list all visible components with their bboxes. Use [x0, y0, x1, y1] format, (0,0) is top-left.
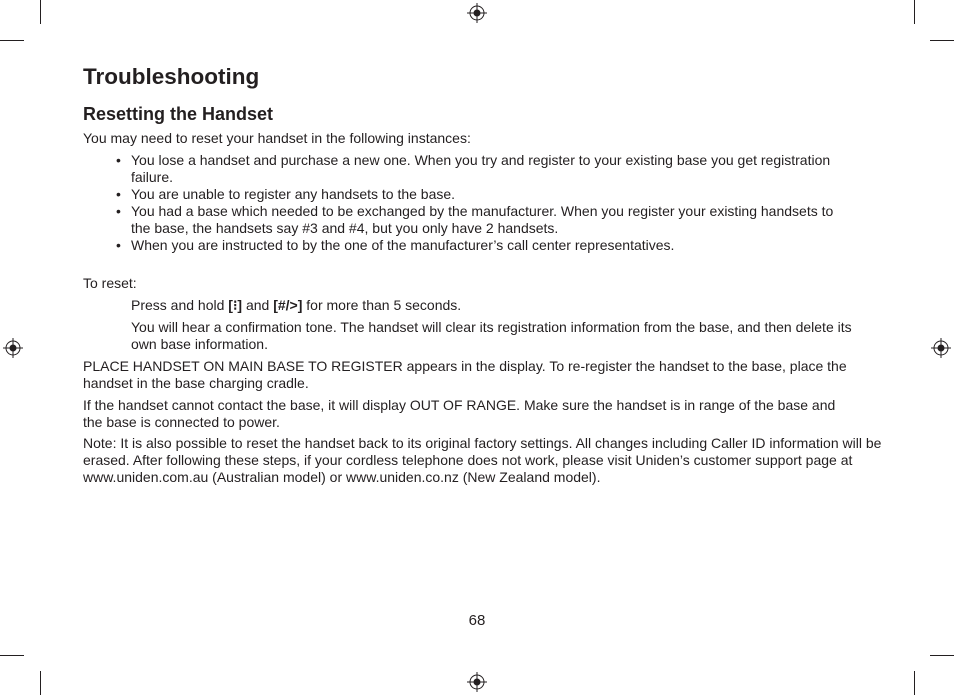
crop-mark	[40, 0, 41, 24]
page-title: Troubleshooting	[83, 64, 260, 89]
registration-mark-icon	[3, 338, 23, 358]
section-title: Resetting the Handset	[83, 104, 274, 124]
registration-mark-icon	[467, 3, 487, 23]
list-item: • When you are instructed to by the one of the manufacturer’s call center representatives.	[114, 237, 834, 254]
registration-mark-icon	[467, 672, 487, 692]
step-text: Press and hold	[131, 297, 229, 313]
crop-mark	[0, 655, 24, 656]
page-number: 68	[468, 612, 486, 629]
note-paragraph: Note: It is also possible to reset the handset back to its original factory settings. All changes including Caller ID information will be erased. After following these steps, if your cordless telephone does not work, please visit Uniden’s customer support page at www.uniden.com.au (Australian model) or www.uniden.co.nz (New Zealand model).	[83, 435, 882, 485]
step-text: and	[242, 297, 274, 313]
intro-text: You may need to reset your handset in the following instances:	[83, 130, 471, 146]
reset-label: To reset:	[83, 275, 137, 291]
pound-key-label: [#/>]	[273, 297, 303, 313]
crop-mark	[930, 655, 954, 656]
registration-mark-icon	[931, 338, 951, 358]
reset-step-2: You will hear a confirmation tone. The handset will clear its registration information from the base, and then delete its own base information.	[131, 319, 852, 352]
crop-mark	[40, 671, 41, 695]
crop-mark	[914, 0, 915, 24]
flash-key-label: [⁝]	[228, 297, 243, 313]
crop-mark	[914, 671, 915, 695]
list-item: • You lose a handset and purchase a new one. When you try and register to your existing base you get registration failure.	[114, 152, 834, 186]
list-item: • You had a base which needed to be exchanged by the manufacturer. When you register your existing handsets to the base, the handsets say #3 and #4, but you only have 2 handsets.	[114, 203, 834, 237]
list-item: • You are unable to register any handsets to the base.	[114, 186, 834, 203]
register-paragraph: PLACE HANDSET ON MAIN BASE TO REGISTER appears in the display. To re-register the handset to the base, place the handset in the base charging cradle.	[83, 358, 847, 391]
step-text: for more than 5 seconds.	[302, 297, 462, 313]
reset-reasons-list	[114, 152, 834, 254]
crop-mark	[930, 40, 954, 41]
out-of-range-paragraph: If the handset cannot contact the base, it will display OUT OF RANGE. Make sure the handset is in range of the base and the base is connected to power.	[83, 397, 836, 430]
crop-mark	[0, 40, 24, 41]
reset-step-1	[131, 297, 461, 314]
